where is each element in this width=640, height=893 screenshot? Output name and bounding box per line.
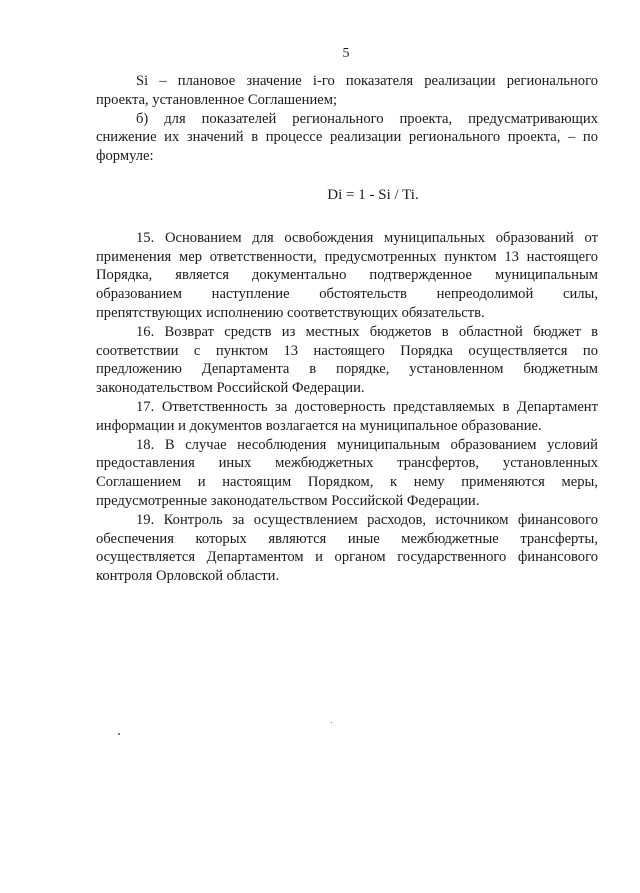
- paragraph-18: 18. В случае несоблюдения муниципальным образованием условий предоставления иных межбюджетных трансфертов, установленных Соглашением и настоящим Порядком, к нему применяются меры, предусмотренные законодательством Российской Федерации.: [96, 436, 598, 509]
- formula: Di = 1 - Si / Ti.: [327, 186, 419, 203]
- page-number: 5: [342, 46, 350, 61]
- paragraph-16: 16. Возврат средств из местных бюджетов в областной бюджет в соответствии с пунктом 13 настоящего Порядка осуществляется по предложению Департамента в порядке, установленном бюджетным законодательством Российской Федерации.: [96, 323, 598, 397]
- paragraph-17: 17. Ответственность за достоверность представляемых в Департамент информации и документов возлагается на муниципальное образование.: [96, 398, 598, 434]
- paragraph-si-definition: Si – плановое значение i-го показателя реализации регионального проекта, установленное Соглашением;: [96, 73, 598, 108]
- paragraph-15: 15. Основанием для освобождения муниципальных образований от применения мер ответственности, предусмотренных пунктом 13 настоящего Порядка, является документально подтвержденное муниципальным образованием наступление обстоятельств непреодолимой силы, препятствующих исполнению соответствующих обязательств.: [96, 229, 598, 321]
- paragraph-19: 19. Контроль за осуществлением расходов, источником финансового обеспечения которых являются иные межбюджетные трансферты, осуществляется Департаментом и органом государственного финансового контроля Орловской области.: [96, 511, 598, 585]
- paragraph-b-formula-intro: б) для показателей регионального проекта, предусматривающих снижение их значений в процессе реализации регионального проекта, – по формуле:: [96, 110, 598, 165]
- document-body: [96, 72, 598, 586]
- scan-speck: [331, 722, 332, 723]
- scan-speck: [118, 733, 120, 735]
